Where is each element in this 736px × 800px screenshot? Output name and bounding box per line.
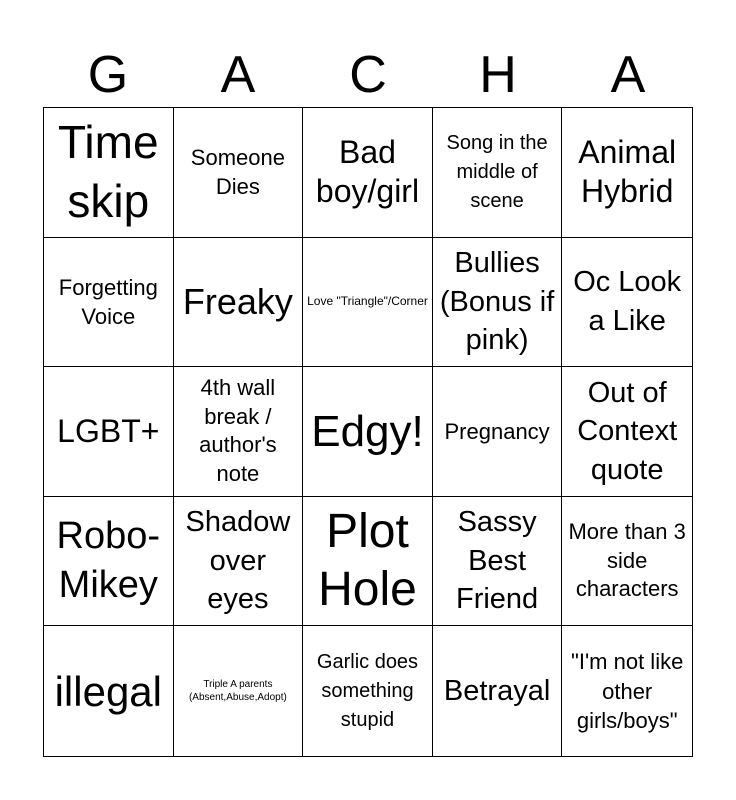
bingo-cell[interactable] (44, 238, 174, 368)
cell-text: Bad boy/girl (315, 134, 420, 210)
cell-text: Oc Look a Like (573, 266, 682, 337)
cell-text: Plot Hole (318, 504, 417, 617)
bingo-cell[interactable] (174, 497, 304, 627)
bingo-cell[interactable] (303, 238, 433, 368)
bingo-cell[interactable] (433, 108, 563, 238)
bingo-cell[interactable] (44, 108, 174, 238)
bingo-cell[interactable] (174, 626, 304, 756)
cell-text: Edgy! (311, 406, 424, 456)
header-letter-a: A (220, 46, 256, 104)
cell-text: Garlic does something stupid (316, 650, 419, 731)
cell-text: More than 3 side characters (568, 519, 686, 602)
bingo-cell[interactable] (562, 497, 692, 627)
cell-text: 4th wall break / author's note (199, 375, 277, 487)
bingo-cell[interactable] (433, 238, 563, 368)
cell-text: Song in the middle of scene (446, 131, 548, 212)
cell-text: Pregnancy (444, 418, 550, 444)
cell-text: Triple A parents (Absent,Abuse,Adopt) (188, 679, 287, 704)
bingo-header (43, 42, 693, 108)
header-letter-h: H (479, 46, 517, 104)
bingo-cell[interactable] (562, 367, 692, 497)
cell-text: Sassy Best Friend (455, 506, 539, 616)
cell-text: Love "Triangle"/Corner (307, 294, 428, 309)
bingo-cell[interactable] (303, 497, 433, 627)
cell-text: Shadow over eyes (185, 506, 291, 616)
bingo-cell[interactable] (174, 367, 304, 497)
bingo-cell[interactable] (303, 626, 433, 756)
bingo-cell[interactable] (44, 626, 174, 756)
bingo-cell[interactable] (562, 626, 692, 756)
bingo-cell[interactable] (174, 238, 304, 368)
bingo-cell[interactable] (433, 367, 563, 497)
bingo-cell[interactable] (433, 626, 563, 756)
header-letter-g: G (87, 46, 129, 104)
cell-text: Out of Context quote (577, 376, 678, 486)
header-letter-c: C (349, 46, 387, 104)
bingo-cell[interactable] (44, 497, 174, 627)
bingo-cell[interactable] (174, 108, 304, 238)
cell-text: Animal Hybrid (578, 134, 677, 210)
cell-text: Someone Dies (190, 145, 285, 200)
header-letter-a-2: A (610, 46, 646, 104)
bingo-cell[interactable] (433, 497, 563, 627)
cell-text: "I'm not like other girls/boys" (571, 649, 684, 733)
bingo-cell[interactable] (303, 367, 433, 497)
cell-text: illegal (54, 667, 162, 715)
bingo-cell[interactable] (44, 367, 174, 497)
cell-text: Freaky (182, 280, 293, 322)
bingo-cell[interactable] (562, 238, 692, 368)
cell-text: LGBT+ (57, 412, 160, 449)
bingo-cell[interactable] (303, 108, 433, 238)
cell-text: Forgetting Voice (58, 274, 158, 329)
cell-text: Robo-Mikey (56, 514, 161, 607)
bingo-grid (43, 107, 693, 757)
cell-text: Betrayal (443, 674, 551, 707)
bingo-cell[interactable] (562, 108, 692, 238)
cell-text: Time skip (58, 116, 159, 228)
cell-text: Bullies (Bonus if pink) (439, 247, 555, 357)
